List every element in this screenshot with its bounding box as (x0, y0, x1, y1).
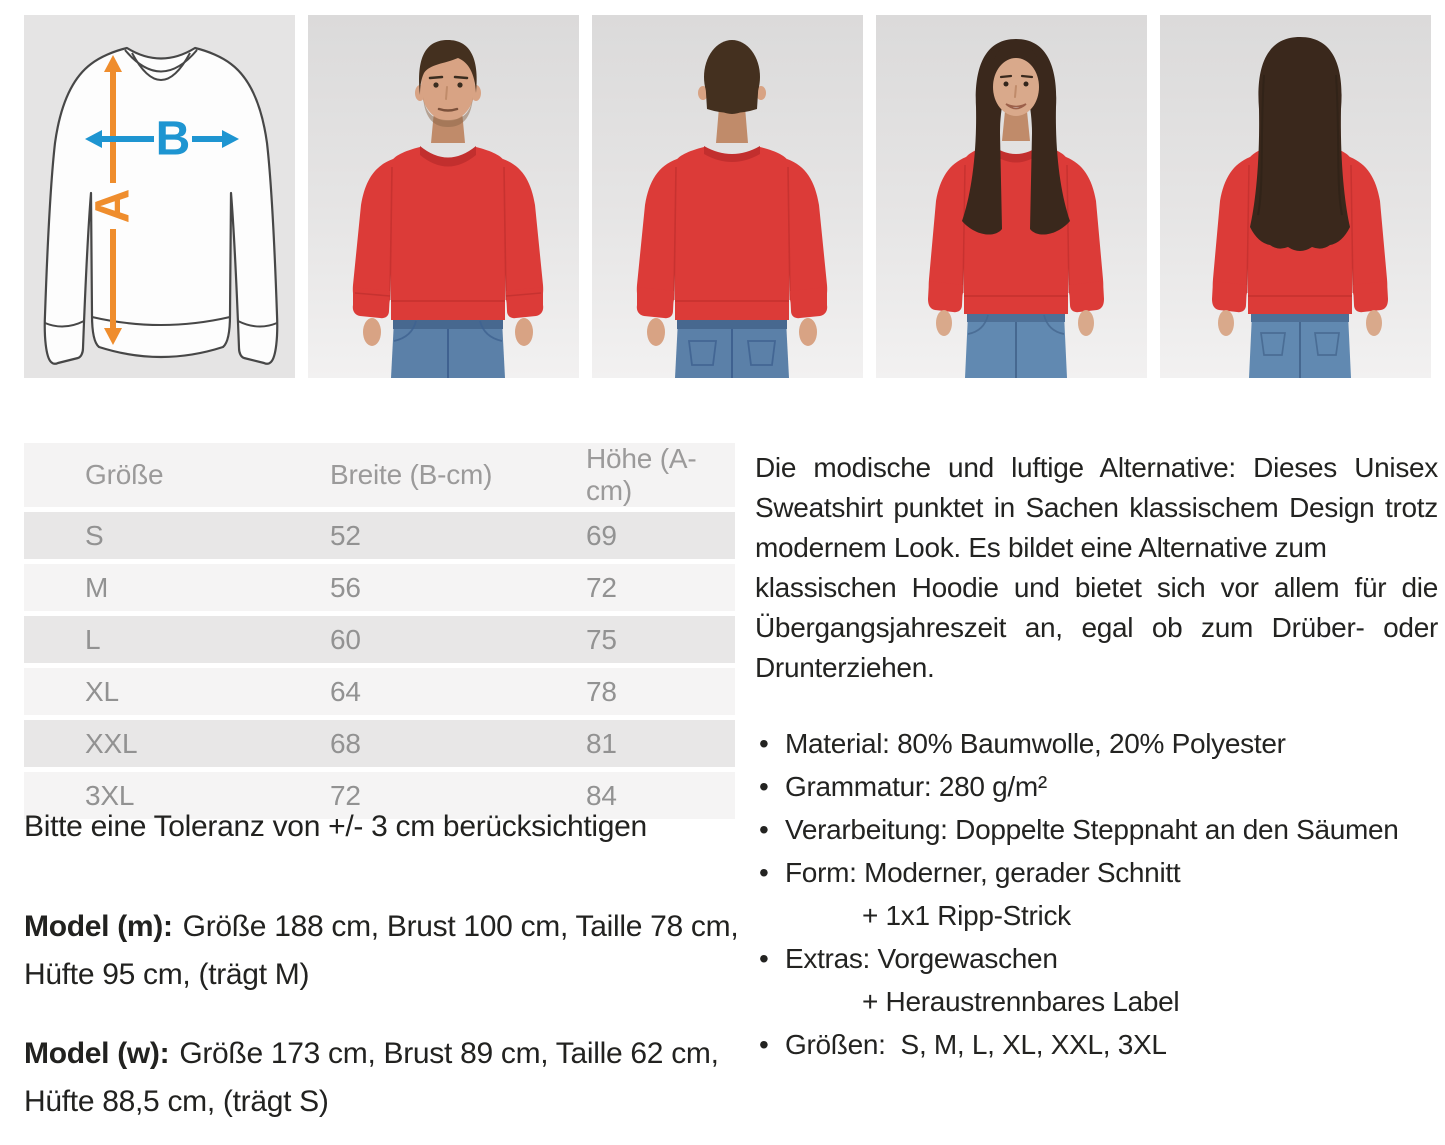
photo-female-front (876, 15, 1147, 378)
feature-item: • Größen: S, M, L, XL, XXL, 3XL (755, 1023, 1438, 1066)
female-front-photo (876, 15, 1147, 378)
model-m-line2: Hüfte 95 cm, (trägt M) (24, 958, 310, 991)
feature-item: • Material: 80% Baumwolle, 20% Polyester (755, 722, 1438, 765)
sweatshirt-measure-diagram-icon (24, 15, 295, 378)
table-row (24, 564, 735, 611)
table-row (24, 720, 735, 767)
product-image-strip (24, 15, 1431, 378)
size-table-head (24, 443, 735, 507)
table-cell: L (85, 623, 101, 655)
model-w-info (24, 1030, 739, 1126)
table-row (24, 668, 735, 715)
table-row (24, 512, 735, 559)
description-paragraph-2: klassischen Hoodie und bietet sich vor allem für die Übergangsjahreszeit an, egal ob zum Drüber- oder Drunterziehen. (755, 572, 1438, 683)
photo-male-back (592, 15, 863, 378)
male-front-photo (308, 15, 579, 378)
model-m-info (24, 903, 739, 999)
column-header: Breite (B-cm) (330, 459, 493, 490)
table-cell: 84 (586, 779, 617, 811)
label-b: B (155, 112, 191, 166)
table-cell: 78 (586, 675, 617, 707)
female-back-photo (1160, 15, 1431, 378)
feature-item-continuation: + 1x1 Ripp-Strick (862, 900, 1071, 931)
female-hair-back (1250, 37, 1350, 251)
table-cell: 52 (330, 519, 361, 551)
table-cell: 81 (586, 727, 617, 759)
feature-item: • Form: Moderner, gerader Schnitt (755, 851, 1438, 894)
feature-item: • Verarbeitung: Doppelte Steppnaht an den Säumen (755, 808, 1438, 851)
size-table (24, 438, 735, 824)
table-cell: 75 (586, 623, 617, 655)
red-sweatshirt-front (353, 146, 543, 320)
description-paragraph-1: Die modische und luftige Alternative: Dieses Unisex Sweatshirt punktet in Sachen klassischem Design trotz modernem Look. Es bildet eine Alternative zum (755, 452, 1438, 563)
model-w-line1: Model (w): Größe 173 cm, Brust 89 cm, Taille 62 cm, (24, 1037, 719, 1070)
table-cell: S (85, 519, 104, 551)
red-sweatshirt-front-w (928, 144, 1104, 314)
feature-item: • Grammatur: 280 g/m² (755, 765, 1438, 808)
feature-list (755, 722, 1438, 1066)
table-cell: 72 (330, 779, 361, 811)
table-cell: 56 (330, 571, 361, 603)
feature-item-continuation: + Heraustrennbares Label (862, 986, 1180, 1017)
size-table-header-row (24, 443, 735, 507)
photo-male-front (308, 15, 579, 378)
table-cell: 68 (330, 727, 361, 759)
table-cell: M (85, 571, 109, 603)
table-cell: XL (85, 675, 119, 707)
table-cell: 64 (330, 675, 361, 707)
male-back-photo (592, 15, 863, 378)
photo-female-back (1160, 15, 1431, 378)
label-a: A (86, 188, 140, 224)
table-cell: XXL (85, 727, 138, 759)
column-header: Größe (85, 459, 164, 490)
table-row (24, 616, 735, 663)
jeans-front-w (965, 314, 1067, 378)
table-cell: 69 (586, 519, 617, 551)
tolerance-note: Bitte eine Toleranz von +/- 3 cm berücksichtigen (24, 810, 647, 843)
model-m-label: Model (m): (24, 910, 173, 943)
feature-item: • Extras: Vorgewaschen (755, 937, 1438, 980)
sweatshirt-outline (45, 48, 278, 364)
size-diagram-panel (24, 15, 295, 378)
red-sweatshirt-back (637, 146, 827, 320)
model-m-line1: Model (m): Größe 188 cm, Brust 100 cm, Taille 78 cm, (24, 910, 739, 943)
jeans-back (675, 320, 789, 378)
table-cell: 3XL (85, 779, 135, 811)
jeans-back-w (1249, 314, 1351, 378)
table-cell: 60 (330, 623, 361, 655)
column-header: Höhe (A-cm) (586, 443, 697, 506)
model-w-label: Model (w): (24, 1037, 170, 1070)
jeans-front (391, 320, 505, 378)
size-table-body (24, 512, 735, 819)
model-w-line2: Hüfte 88,5 cm, (trägt S) (24, 1085, 329, 1118)
table-cell: 72 (586, 571, 617, 603)
